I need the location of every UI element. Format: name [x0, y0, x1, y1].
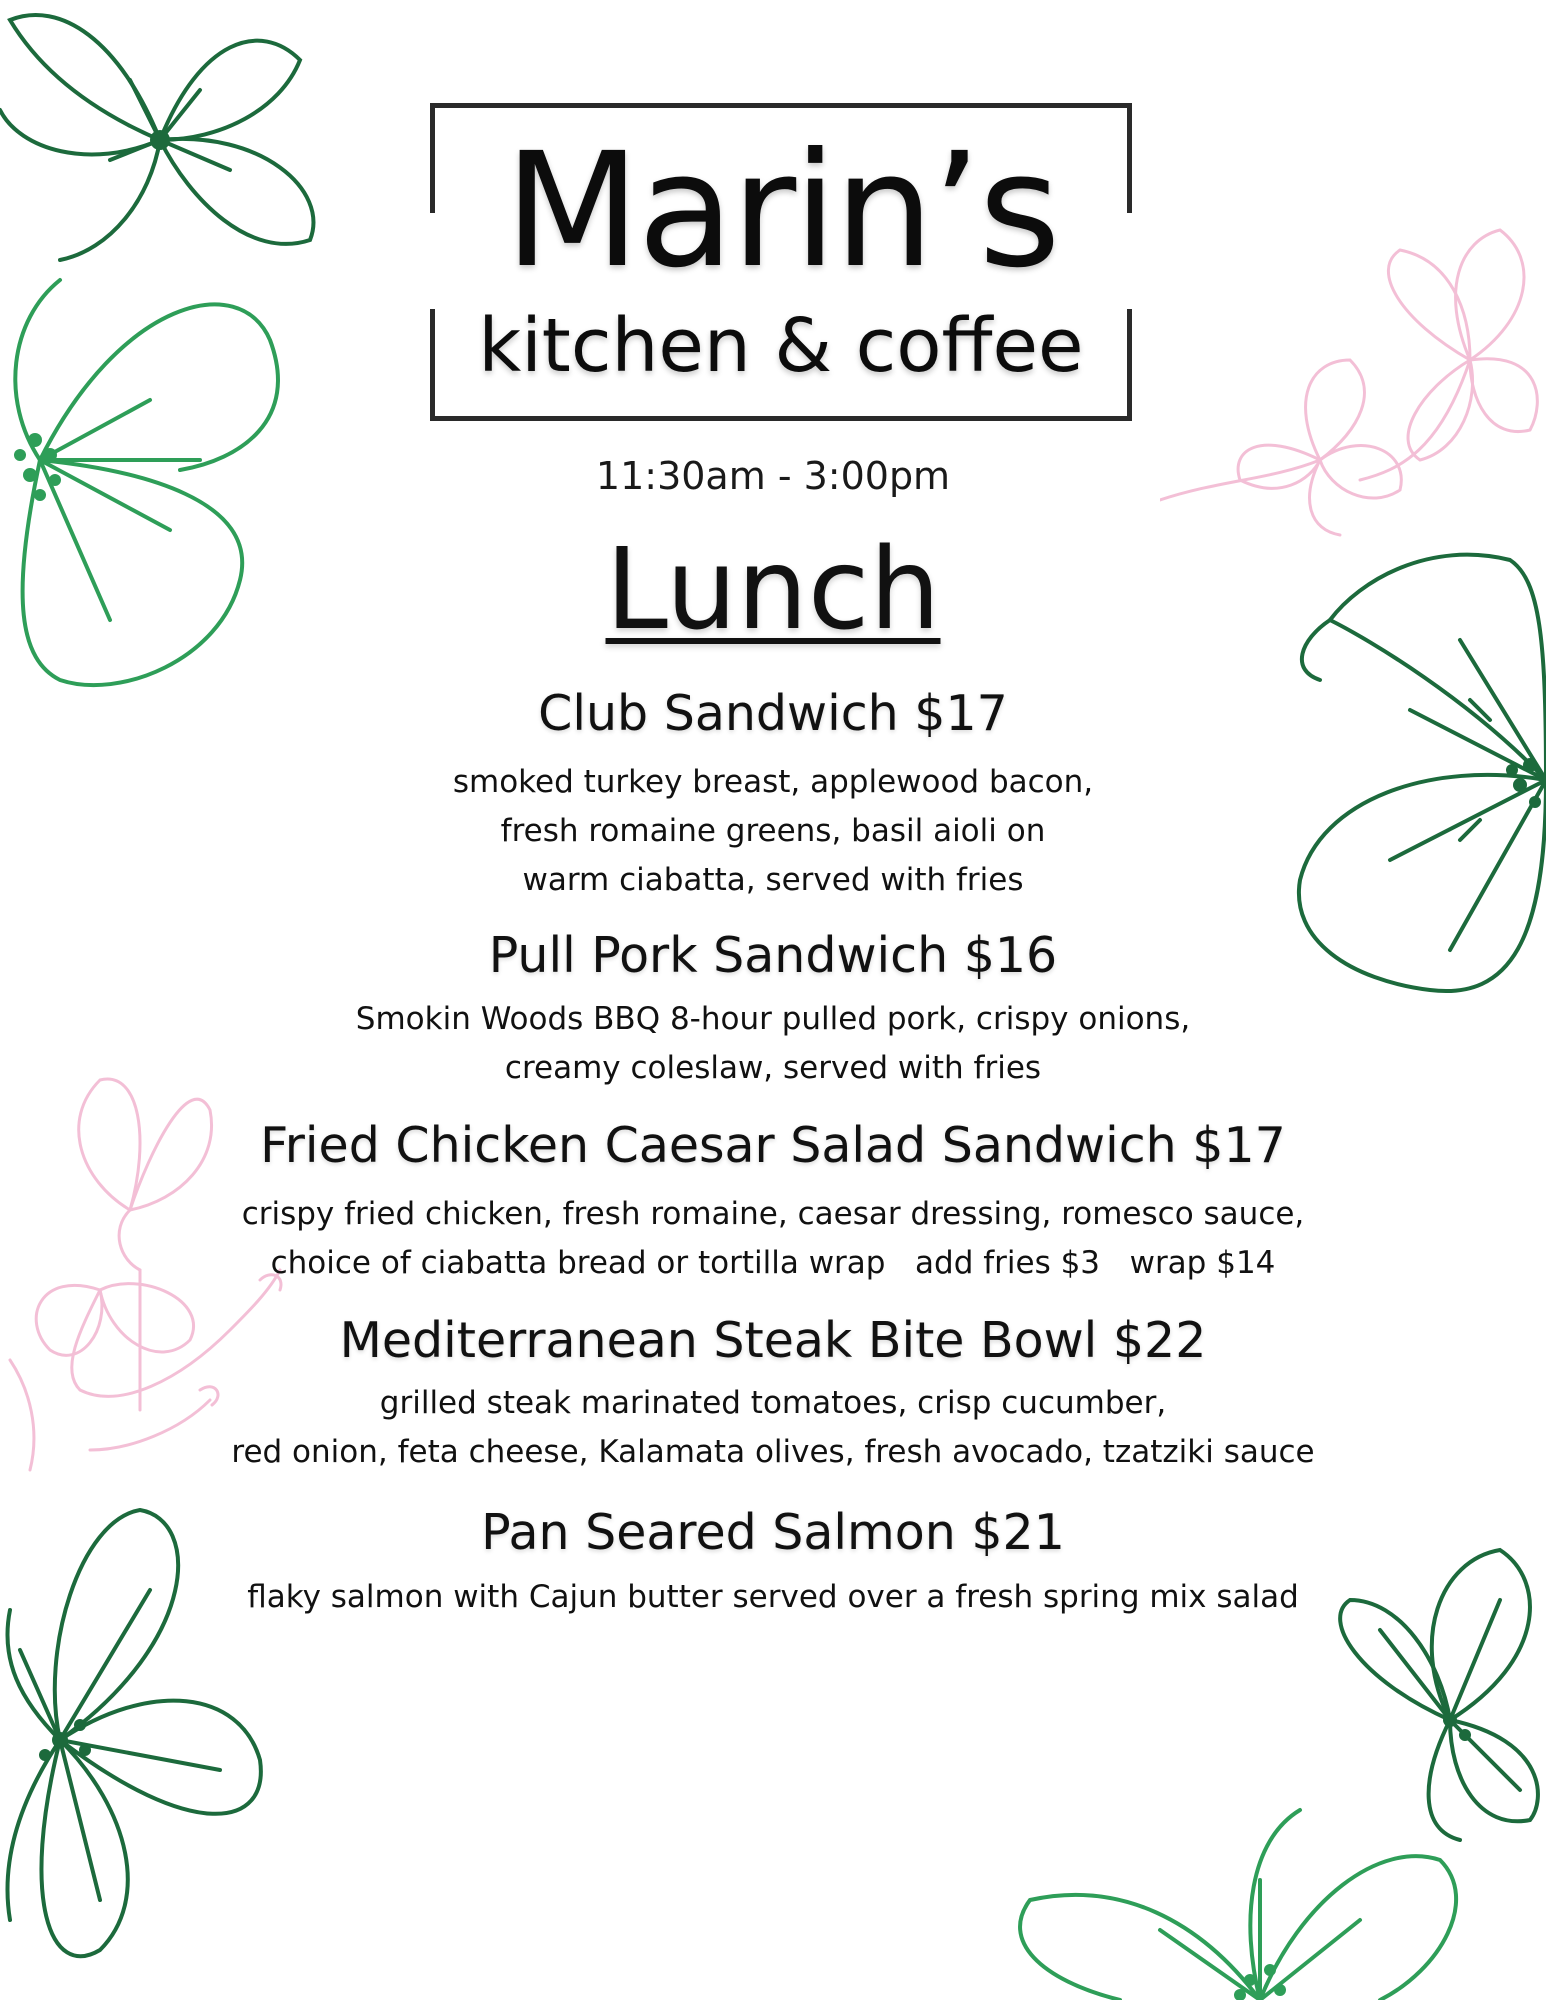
logo-title-box	[430, 103, 1132, 421]
restaurant-tagline: kitchen & coffee	[478, 303, 1084, 389]
service-hours: 11:30am - 3:00pm	[595, 454, 951, 498]
menu-item-name: Mediterranean Steak Bite Bowl $22	[339, 1312, 1207, 1369]
menu-item-name: Pan Seared Salmon $21	[481, 1504, 1065, 1561]
section-title	[0, 525, 1546, 655]
menu-item-name: Fried Chicken Caesar Salad Sandwich $17	[260, 1117, 1286, 1174]
menu-item-name: Club Sandwich $17	[538, 685, 1008, 742]
menu-item-description: Smokin Woods BBQ 8-hour pulled pork, crispy onions,	[355, 1001, 1191, 1037]
menu-item-description: grilled steak marinated tomatoes, crisp cucumber,	[379, 1385, 1167, 1421]
restaurant-name: Marin’s	[504, 119, 1058, 303]
menu-item-description: fresh romaine greens, basil aioli on	[500, 813, 1046, 849]
menu-item-name: Pull Pork Sandwich $16	[488, 927, 1058, 984]
menu-item-description: warm ciabatta, served with fries	[522, 862, 1024, 898]
menu-item-description: choice of ciabatta bread or tortilla wrap add fries $3 wrap $14	[270, 1245, 1276, 1281]
section-title-text: Lunch	[605, 525, 941, 655]
menu-item-description: creamy coleslaw, served with fries	[504, 1050, 1042, 1086]
menu-item-description: flaky salmon with Cajun butter served over a fresh spring mix salad	[247, 1579, 1299, 1615]
menu-item-description: smoked turkey breast, applewood bacon,	[452, 764, 1094, 800]
menu-item-description: red onion, feta cheese, Kalamata olives, fresh avocado, tzatziki sauce	[231, 1434, 1315, 1470]
menu-item-description: crispy fried chicken, fresh romaine, caesar dressing, romesco sauce,	[241, 1196, 1305, 1232]
